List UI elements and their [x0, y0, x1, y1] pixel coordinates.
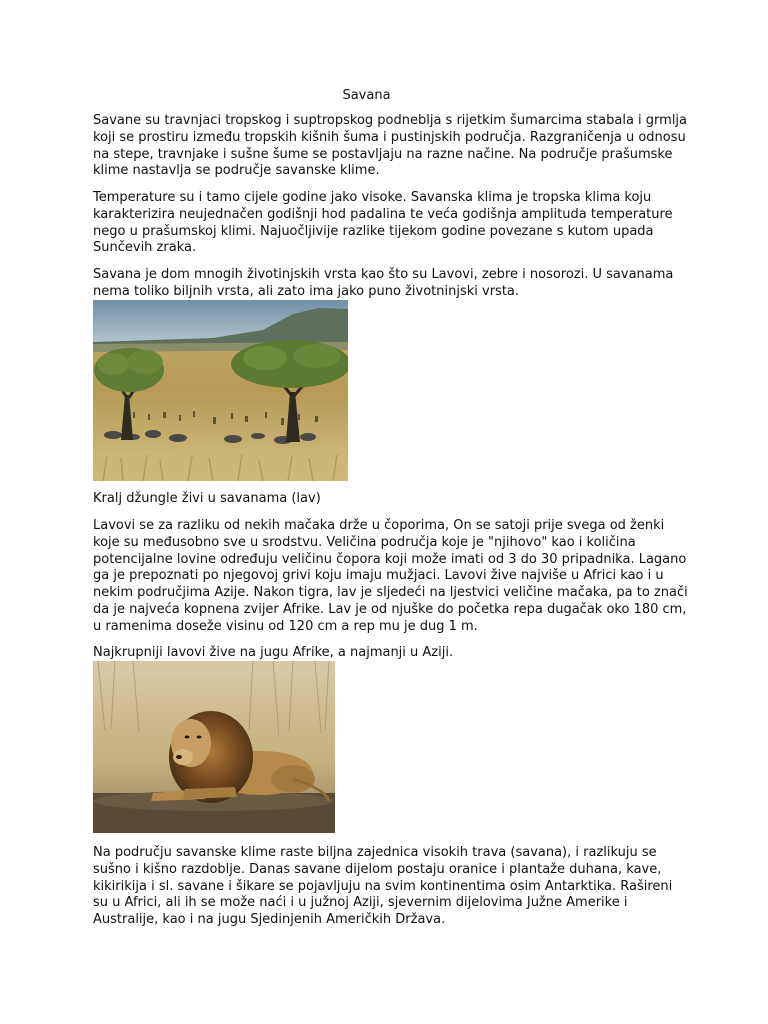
- savanna-photo: [93, 300, 348, 481]
- document-title: Savana: [342, 88, 391, 103]
- paragraph-savanna-definition: Savane su travnjaci tropskog i suptropskog podneblja s rijetkim šumarcima stabala i grmlja koji se prostiru između tropskih kišnih šuma i pustinjskih područja. Razgraničenja u odnosu na stepe, travnjake i sušne šume se postavljaju na razne načine. Na područje prašumske klime nastavlja se područje savanske klime.: [93, 113, 688, 179]
- paragraph-lion-size: Najkrupniji lavovi žive na jugu Afrike, a najmanji u Aziji.: [93, 645, 454, 660]
- paragraph-savanna-animals: Savana je dom mnogih životinjskih vrsta kao što su Lavovi, zebre i nosorozi. U savanama nema toliko biljnih vrsta, ali zato ima jako puno životninjski vrsta.: [93, 267, 674, 299]
- caption-lion-king: Kralj džungle živi u savanama (lav): [93, 491, 321, 506]
- paragraph-savanna-vegetation: Na području savanske klime raste biljna zajednica visokih trava (savana), i razlikuju se sušno i kišno razdoblje. Danas savane dijelom postaju oranice i plantaže duhana, kave, kikirikija i sl. savane i šikare se pojavljuju na svim kontinentima osim Antarktika. Rašireni su u Africi, ali ih se može naći i u južnoj Aziji, sjevernim dijelovima Južne Amerike i Australije, kao i na jugu Sjedinjenih Američkih Država.: [93, 845, 673, 928]
- paragraph-savanna-climate: Temperature su i tamo cijele godine jako visoke. Savanska klima je tropska klima koju karakterizira neujednačen godišnji hod padalina te veća godišnja amplituda temperature nego u prašumskoj klimi. Najuočljivije razlike tijekom godine povezane s kutom upada Sunčevih zraka.: [93, 190, 673, 256]
- lion-photo: [93, 661, 335, 833]
- paragraph-lion-description: Lavovi se za razliku od nekih mačaka drže u čoporima, On se satoji prije svega od ženki koje su međusobno sve u srodstvu. Veličina područja koje je "njihovo" kao i količina potencijalne lovine određuju veličinu čopora koji može imati od 3 do 30 pripadnika. Lagano ga je prepoznati po njegovoj grivi koju imaju mužjaci. Lavovi žive najviše u Africi kao i u nekim područjima Azije. Nakon tigra, lav je sljedeći na ljestvici veličine mačaka, pa to znači da je najveća kopnena zvijer Afrike. Lav je od njuške do početka repa dugačak oko 180 cm, u ramenima doseže visinu od 120 cm a rep mu je dug 1 m.: [93, 518, 688, 634]
